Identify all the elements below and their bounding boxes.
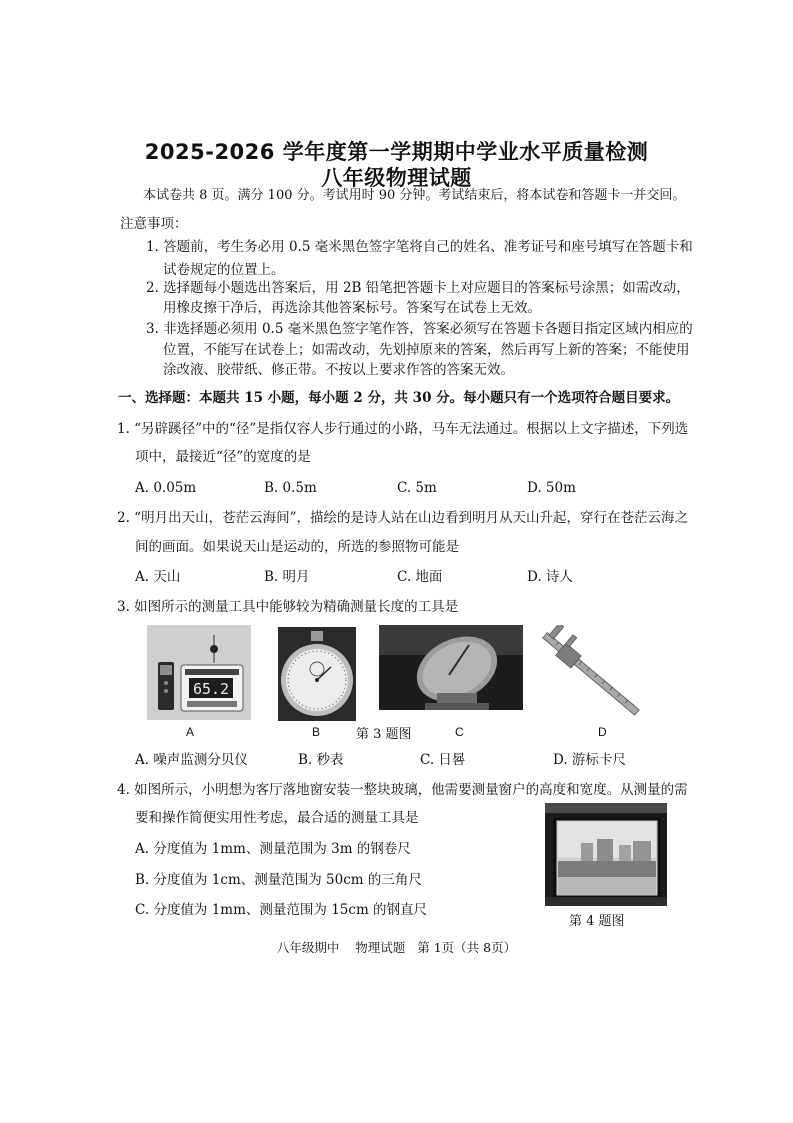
question-3-option: D. 游标卡尺 [553,752,626,768]
question-2-option: B. 明月 [264,569,310,585]
question-4-option: B. 分度值为 1cm、测量范围为 50cm 的三角尺 [135,872,422,888]
question-1-text: 项中，最接近“径”的宽度的是 [135,449,311,465]
question-4-option: C. 分度值为 1mm、测量范围为 15cm 的钢直尺 [135,902,428,918]
question-1-text: 1. “另辟蹊径”中的“径”是指仅容人步行通过的小路，马车无法通过。根据以上文字描述，下列选 [117,421,689,437]
notice-item: 1. 答题前，考生务必用 0.5 毫米黑色签字笔将自己的姓名、准考证号和座号填写在答题卡和 [146,239,693,255]
decibel-meter-photo [147,625,251,720]
photo-label: C [455,725,464,739]
window-photo [545,803,667,906]
notice-item: 位置，不能写在试卷上；如需改动，先划掉原来的答案，然后再写上新的答案；不能使用 [163,342,690,358]
notice-heading: 注意事项： [120,216,188,232]
notice-item: 2. 选择题每小题选出答案后，用 2B 铅笔把答题卡上对应题目的答案标号涂黑；如需改动， [146,280,690,296]
notice-item: 试卷规定的位置上。 [163,262,285,278]
photo-label: D [598,725,607,739]
question-1-option: D. 50m [527,480,576,496]
question-3-option: A. 噪声监测分贝仪 [135,752,248,768]
question-3-option: B. 秒表 [298,752,344,768]
question-2-option: C. 地面 [397,569,443,585]
question-2-option: D. 诗人 [527,569,573,585]
figure-caption: 第 3 题图 [356,727,412,742]
meter-reading: 65.2 [192,680,230,698]
question-2-option: A. 天山 [135,569,181,585]
question-4-text: 4. 如图所示，小明想为客厅落地窗安装一整块玻璃，他需要测量窗户的高度和宽度。从测量的需 [117,782,688,798]
notice-item: 3. 非选择题必须用 0.5 毫米黑色签字笔作答，答案必须写在答题卡各题目指定区域内相应的 [146,321,693,337]
question-1-option: C. 5m [397,480,437,496]
question-2-text: 2. “明月出天山，苍茫云海间”，描绘的是诗人站在山边看到明月从天山升起，穿行在苍茫云海之 [117,510,688,526]
question-1-option: A. 0.05m [135,480,197,496]
figure-caption: 第 4 题图 [569,914,625,929]
notice-item: 用橡皮擦干净后，再选涂其他答案标号。答案写在试卷上无效。 [163,300,541,316]
photo-label: B [312,725,321,739]
question-4-text: 要和操作简便实用性考虑，最合适的测量工具是 [135,810,419,826]
question-3-option: C. 日晷 [420,752,466,768]
section-heading: 一、选择题：本题共 15 小题，每小题 2 分，共 30 分。每小题只有一个选项符合题目要求。 [118,390,680,406]
exam-intro: 本试卷共 8 页。满分 100 分。考试用时 90 分钟。考试结束后，将本试卷和答题卡一并交回。 [143,188,686,203]
question-2-text: 间的画面。如果说天山是运动的，所选的参照物可能是 [135,539,459,555]
exam-subtitle: 八年级物理试题 [321,166,472,190]
page-footer: 八年级期中 物理试题 第 1页（共 8页） [276,940,517,955]
exam-title: 2025-2026 学年度第一学期期中学业水平质量检测 [144,140,649,164]
stopwatch-photo [278,627,356,721]
vernier-caliper-photo [535,625,645,725]
photo-label: A [186,725,195,739]
question-3-text: 3. 如图所示的测量工具中能够较为精确测量长度的工具是 [117,599,459,615]
question-4-option: A. 分度值为 1mm、测量范围为 3m 的钢卷尺 [135,841,411,857]
sundial-photo [379,625,523,710]
notice-item: 涂改液、胶带纸、修正带。不按以上要求作答的答案无效。 [163,362,514,378]
question-1-option: B. 0.5m [264,480,317,496]
